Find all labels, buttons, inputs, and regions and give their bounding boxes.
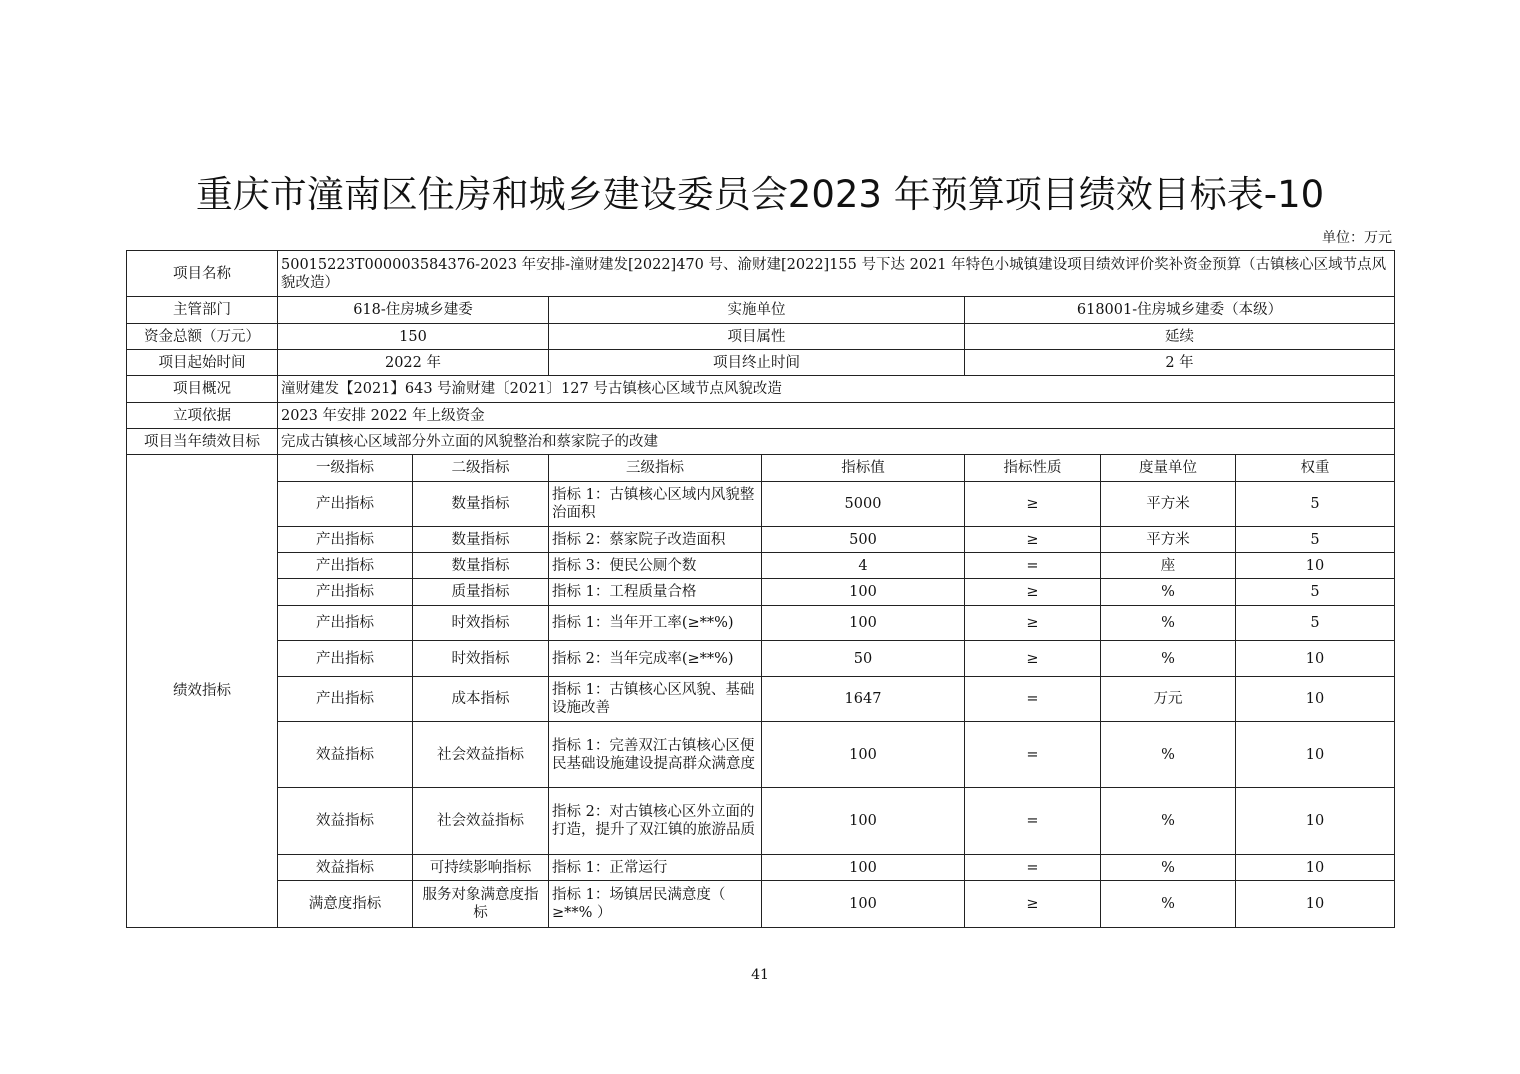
- basis-value: 2023 年安排 2022 年上级资金: [278, 403, 1395, 429]
- indicator-cell: 服务对象满意度指标: [413, 881, 549, 928]
- table-row: [127, 788, 1395, 855]
- performance-table: [126, 250, 1395, 928]
- indicator-cell: 100: [762, 881, 965, 928]
- indicator-cell: 100: [762, 788, 965, 855]
- indicator-cell: 指标 2：对古镇核心区外立面的打造，提升了双江镇的旅游品质: [549, 788, 762, 855]
- indicator-cell: 产出指标: [278, 527, 413, 553]
- project-attribute-value: 延续: [965, 324, 1395, 350]
- indicator-cell: 平方米: [1101, 527, 1236, 553]
- indicator-cell: 效益指标: [278, 855, 413, 881]
- indicator-cell: 5: [1236, 579, 1395, 606]
- table-row: [127, 677, 1395, 722]
- indicator-cell: 10: [1236, 788, 1395, 855]
- performance-indicators-label: 绩效指标: [127, 455, 278, 928]
- indicator-cell: 产出指标: [278, 482, 413, 527]
- indicator-cell: 产出指标: [278, 606, 413, 641]
- indicator-cell: 效益指标: [278, 788, 413, 855]
- indicator-cell: 平方米: [1101, 482, 1236, 527]
- end-time-label: 项目终止时间: [549, 350, 965, 376]
- indicator-cell: 指标 1：当年开工率(≥**%): [549, 606, 762, 641]
- indicator-cell: =: [965, 553, 1101, 579]
- indicator-header-cell: 指标值: [762, 455, 965, 482]
- indicator-cell: 50: [762, 641, 965, 677]
- indicator-cell: 产出指标: [278, 641, 413, 677]
- indicator-cell: 100: [762, 722, 965, 788]
- indicator-header-cell: 度量单位: [1101, 455, 1236, 482]
- indicator-cell: 成本指标: [413, 677, 549, 722]
- indicator-cell: 指标 2：当年完成率(≥**%): [549, 641, 762, 677]
- indicator-cell: 500: [762, 527, 965, 553]
- indicator-cell: =: [965, 722, 1101, 788]
- indicator-cell: 1647: [762, 677, 965, 722]
- indicator-cell: 10: [1236, 881, 1395, 928]
- indicator-cell: 5: [1236, 482, 1395, 527]
- indicator-cell: 10: [1236, 553, 1395, 579]
- indicator-cell: ≥: [965, 641, 1101, 677]
- indicator-cell: 10: [1236, 677, 1395, 722]
- overview-value: 潼财建发【2021】643 号渝财建〔2021〕127 号古镇核心区域节点风貌改造: [278, 376, 1395, 403]
- indicator-header-cell: 一级指标: [278, 455, 413, 482]
- table-row: [127, 722, 1395, 788]
- indicator-cell: 指标 1：古镇核心区风貌、基础设施改善: [549, 677, 762, 722]
- indicator-cell: 可持续影响指标: [413, 855, 549, 881]
- table-row: [127, 606, 1395, 641]
- indicator-cell: 100: [762, 579, 965, 606]
- indicator-cell: %: [1101, 788, 1236, 855]
- indicator-cell: 指标 1：场镇居民满意度（ ≥**% ）: [549, 881, 762, 928]
- indicator-cell: 社会效益指标: [413, 788, 549, 855]
- indicator-cell: 100: [762, 606, 965, 641]
- end-time-value: 2 年: [965, 350, 1395, 376]
- table-row: [127, 881, 1395, 928]
- indicator-cell: 5: [1236, 527, 1395, 553]
- indicator-cell: 时效指标: [413, 606, 549, 641]
- project-attribute-label: 项目属性: [549, 324, 965, 350]
- indicator-cell: %: [1101, 722, 1236, 788]
- indicator-cell: 4: [762, 553, 965, 579]
- indicator-cell: %: [1101, 641, 1236, 677]
- indicator-cell: 指标 1：正常运行: [549, 855, 762, 881]
- indicator-cell: %: [1101, 881, 1236, 928]
- department-label: 主管部门: [127, 297, 278, 324]
- indicator-cell: ≥: [965, 482, 1101, 527]
- indicator-cell: 时效指标: [413, 641, 549, 677]
- page-title: 重庆市潼南区住房和城乡建设委员会2023 年预算项目绩效目标表-10: [195, 173, 1325, 216]
- indicator-cell: 指标 1：古镇核心区域内风貌整治面积: [549, 482, 762, 527]
- indicator-cell: 座: [1101, 553, 1236, 579]
- indicator-cell: 100: [762, 855, 965, 881]
- implementer-value: 618001-住房城乡建委（本级）: [965, 297, 1395, 324]
- indicator-cell: 产出指标: [278, 677, 413, 722]
- indicator-cell: %: [1101, 606, 1236, 641]
- start-time-value: 2022 年: [278, 350, 549, 376]
- implementer-label: 实施单位: [549, 297, 965, 324]
- indicator-header-cell: 指标性质: [965, 455, 1101, 482]
- indicator-header-cell: 二级指标: [413, 455, 549, 482]
- table-row: [127, 482, 1395, 527]
- department-value: 618-住房城乡建委: [278, 297, 549, 324]
- indicator-cell: 5: [1236, 606, 1395, 641]
- indicator-cell: 产出指标: [278, 579, 413, 606]
- unit-label: 单位：万元: [1322, 230, 1392, 246]
- annual-goal-value: 完成古镇核心区域部分外立面的风貌整治和蔡家院子的改建: [278, 429, 1395, 455]
- indicator-cell: =: [965, 855, 1101, 881]
- indicator-cell: %: [1101, 579, 1236, 606]
- indicator-cell: =: [965, 677, 1101, 722]
- page-number: 41: [751, 967, 769, 983]
- indicator-header-cell: 权重: [1236, 455, 1395, 482]
- indicator-cell: ≥: [965, 606, 1101, 641]
- indicator-cell: 数量指标: [413, 482, 549, 527]
- indicator-cell: 效益指标: [278, 722, 413, 788]
- indicator-cell: 指标 1：完善双江古镇核心区便民基础设施建设提高群众满意度: [549, 722, 762, 788]
- indicator-cell: =: [965, 788, 1101, 855]
- indicator-cell: 社会效益指标: [413, 722, 549, 788]
- indicator-cell: ≥: [965, 881, 1101, 928]
- table-row: [127, 855, 1395, 881]
- indicator-cell: 指标 1：工程质量合格: [549, 579, 762, 606]
- indicator-cell: 10: [1236, 855, 1395, 881]
- indicator-cell: 数量指标: [413, 527, 549, 553]
- indicator-cell: 5000: [762, 482, 965, 527]
- table-row: [127, 579, 1395, 606]
- indicator-cell: 质量指标: [413, 579, 549, 606]
- indicator-cell: 满意度指标: [278, 881, 413, 928]
- annual-goal-label: 项目当年绩效目标: [127, 429, 278, 455]
- indicator-cell: 产出指标: [278, 553, 413, 579]
- indicator-cell: %: [1101, 855, 1236, 881]
- indicator-cell: ≥: [965, 579, 1101, 606]
- indicator-cell: 指标 3：便民公厕个数: [549, 553, 762, 579]
- project-name-value: 50015223T000003584376-2023 年安排-潼财建发[2022]470 号、渝财建[2022]155 号下达 2021 年特色小城镇建设项目绩效评价奖补资金预算（古镇核心区域节点风貌改造）: [278, 251, 1395, 297]
- indicator-cell: 数量指标: [413, 553, 549, 579]
- table-row: [127, 641, 1395, 677]
- indicator-cell: 指标 2：蔡家院子改造面积: [549, 527, 762, 553]
- table-row: [127, 553, 1395, 579]
- basis-label: 立项依据: [127, 403, 278, 429]
- fund-total-label: 资金总额（万元）: [127, 324, 278, 350]
- indicator-cell: ≥: [965, 527, 1101, 553]
- fund-total-value: 150: [278, 324, 549, 350]
- start-time-label: 项目起始时间: [127, 350, 278, 376]
- indicator-cell: 万元: [1101, 677, 1236, 722]
- indicator-cell: 10: [1236, 641, 1395, 677]
- table-row: [127, 527, 1395, 553]
- indicator-header-cell: 三级指标: [549, 455, 762, 482]
- project-name-label: 项目名称: [127, 251, 278, 297]
- overview-label: 项目概况: [127, 376, 278, 403]
- indicator-cell: 10: [1236, 722, 1395, 788]
